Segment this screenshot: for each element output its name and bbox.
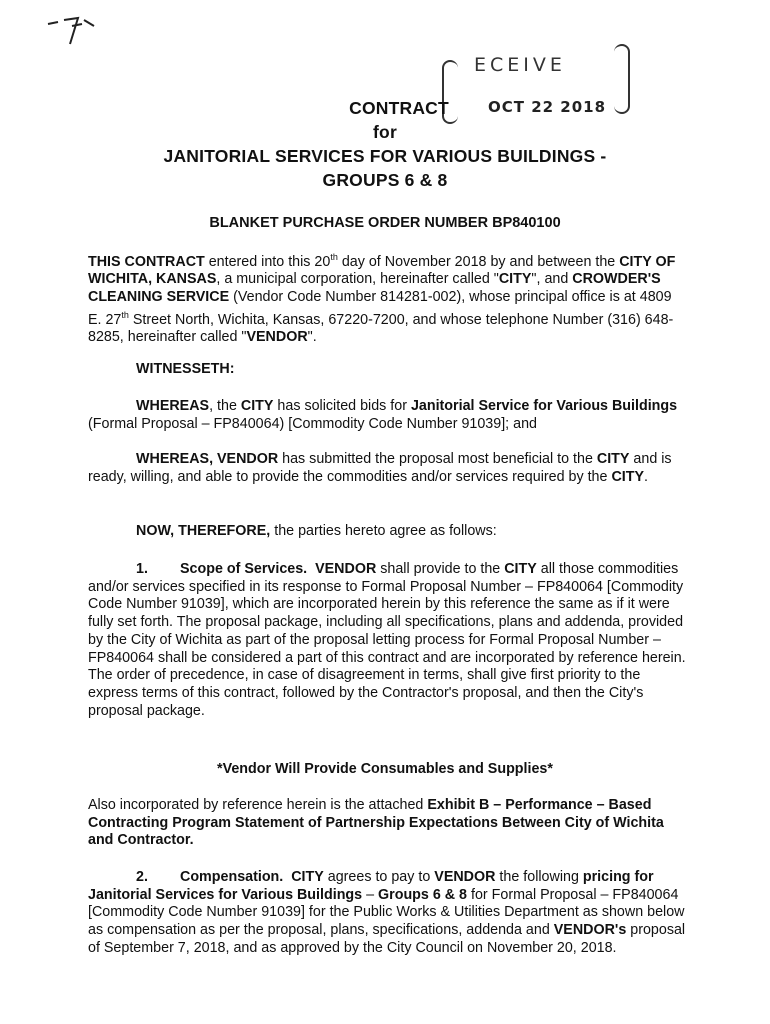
witnesseth-heading: WITNESSETH: [136, 361, 235, 377]
section-1-scope: 1. Scope of Services. VENDOR shall provide to the CITY all those commodities and/or services specified in its response to Formal Proposal Number – FP840064 [Commodity Code Number 91039], which are incorporated herein by this reference the same as if it were fully set forth. The proposal package, including all specifications, plans and addenda, provided by the City of Wichita as part of the proposal letting process for Formal Proposal Number – FP840064 shall be considered a part of this contract and are incorporated by reference herein. The order of precedence, in case of disagreement in terms, shall give first priority to the express terms of this contract, followed by the Contractor's proposal, and then the City's proposal package. [88, 561, 686, 719]
now-therefore-paragraph: NOW, THEREFORE, the parties hereto agree as follows: [136, 523, 497, 539]
contract-title-for: for [373, 122, 397, 142]
contract-title: CONTRACT [349, 98, 449, 118]
stamp-date: OCT 22 2018 [488, 98, 607, 116]
handwritten-mark-icon [44, 14, 104, 54]
whereas-paragraph-1: WHEREAS, the CITY has solicited bids for Janitorial Service for Various Buildings (Formal Proposal – FP840064) [Commodity Code Number 91039]; and [88, 398, 678, 432]
contract-title-subject: JANITORIAL SERVICES FOR VARIOUS BUILDINGS - [163, 146, 607, 166]
intro-paragraph: THIS CONTRACT entered into this 20th day of November 2018 by and between the CITY OF WICHITA, KANSAS, a municipal corporation, hereinafter called "CITY", and CROWDER'S CLEANING SERVICE (Vendor Code Number 814281-002), whose principal office is at 4809 E. 27th Street North, Wichita, Kansas, 67220-7200, and whose telephone Number (316) 648-8285, hereinafter called "VENDOR". [88, 252, 676, 346]
stamp-received-text: ECEIVE [474, 54, 566, 76]
section-2-compensation: 2. Compensation. CITY agrees to pay to VENDOR the following pricing for Janitorial Services for Various Buildings – Groups 6 & 8 for Formal Proposal – FP840064 [Commodity Code Number 91039] for the Public Works & Utilities Department as shown below as compensation as per the proposal, plans, specifications, addenda and VENDOR's proposal of September 7, 2018, and as approved by the City Council on November 20, 2018. [88, 869, 686, 956]
contract-title-groups: GROUPS 6 & 8 [322, 170, 448, 190]
whereas-paragraph-2: WHEREAS, VENDOR has submitted the proposal most beneficial to the CITY and is ready, willing, and able to provide the commodities and/or services required by the CITY. [88, 451, 672, 485]
exhibit-paragraph: Also incorporated by reference herein is the attached Exhibit B – Performance – Based Contracting Program Statement of Partnership Expectations Between City of Wichita and Contractor. [88, 797, 664, 849]
purchase-order-number: BLANKET PURCHASE ORDER NUMBER BP840100 [209, 215, 561, 231]
consumables-note: *Vendor Will Provide Consumables and Supplies* [217, 761, 553, 777]
